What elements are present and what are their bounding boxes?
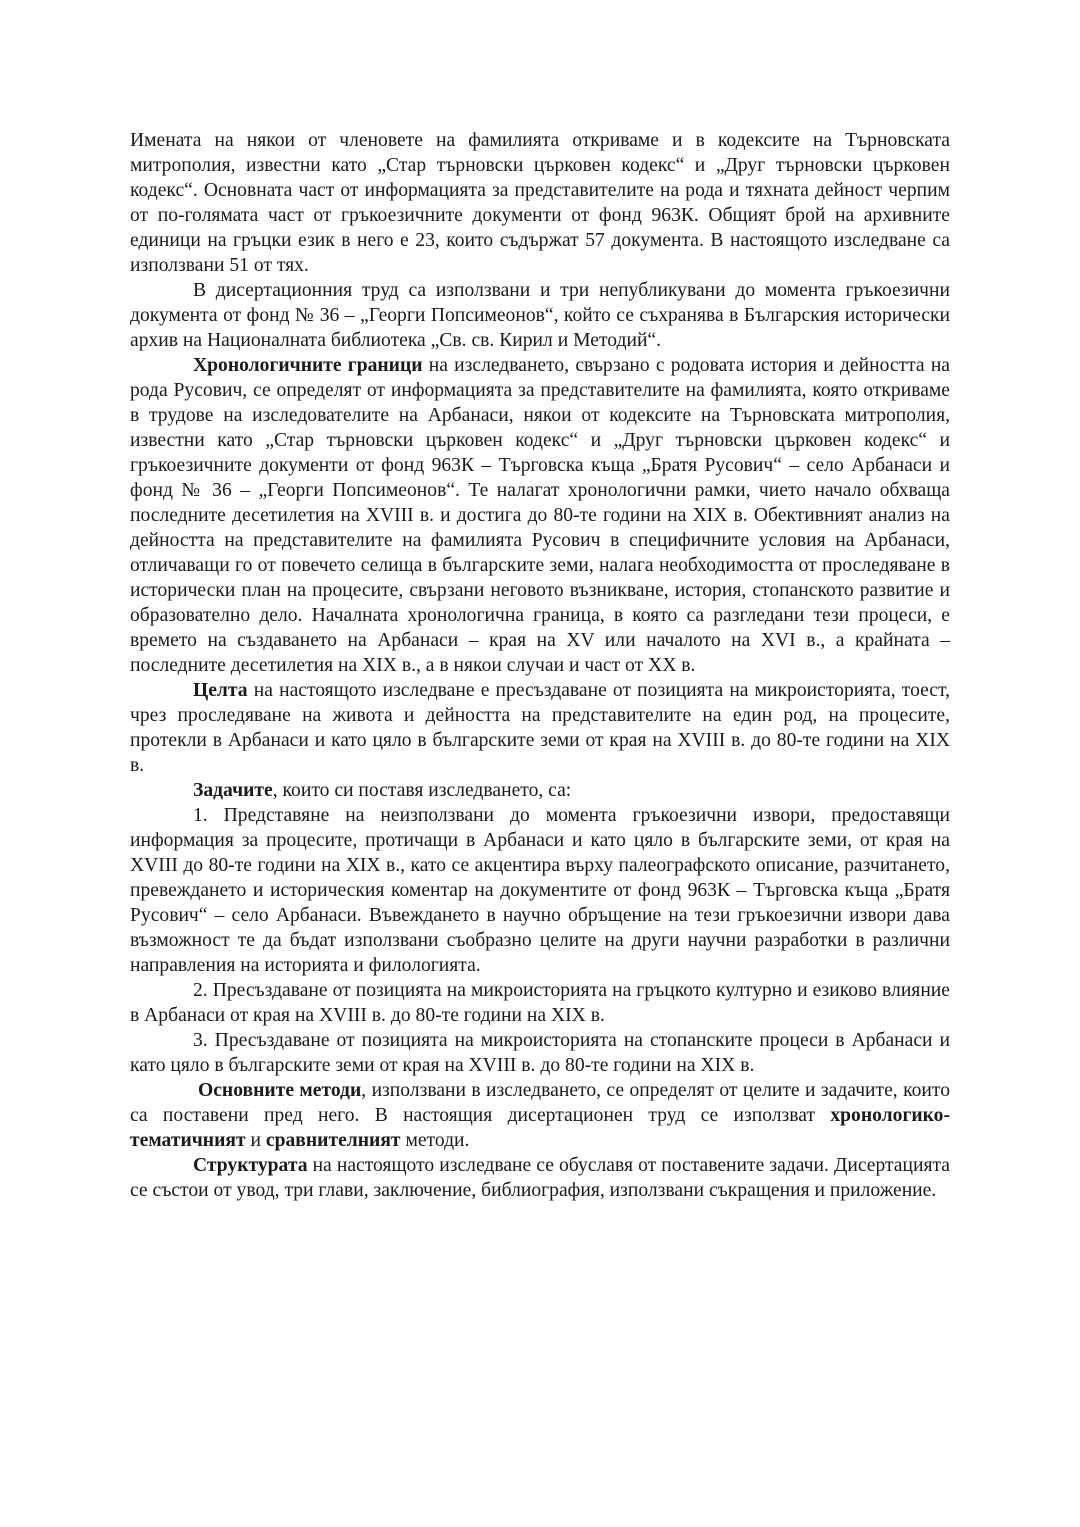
paragraph-sources-codices: Имената на някои от членовете на фамилията откриваме и в кодексите на Търновската митрополия, известни като „Стар търновски църковен кодекс“ и „Друг търновски църковен кодекс“. Основната част от информацията за представителите на рода и тяхната дейност черпим от по-голямата част от гръкоезичните документи от фонд 963К. Общият брой на архивните единици на гръцки език в него е 23, които съдържат 57 документа. В настоящото изследване са използвани 51 от тях. <box>130 130 950 276</box>
paragraph-structure-text: на настоящото изследване се обуславя от поставените задачи. Дисертацията се състои от увод, три глави, заключение, библиография, използвани съкращения и приложение. <box>130 1155 950 1201</box>
paragraph-tasks-intro-text: , които си поставя изследването, са: <box>272 780 572 801</box>
paragraph-structure <box>130 1153 950 1203</box>
paragraph-goal <box>130 678 950 778</box>
term-main-methods: Основните методи <box>198 1080 362 1101</box>
term-structure: Структурата <box>193 1155 308 1176</box>
paragraph-methods-end: методи. <box>400 1130 470 1151</box>
paragraph-methods <box>130 1078 950 1153</box>
term-goal: Целта <box>193 680 248 701</box>
term-chronological-thematic: хронологико-тематичният <box>130 1105 950 1151</box>
task-item-2: 2. Пресъздаване от позицията на микроисторията на гръцкото културно и езиково влияние в Арбанаси от края на XVIII в. до 80-те години на XIX в. <box>130 980 950 1026</box>
conjunction: и <box>245 1130 266 1151</box>
document-page <box>130 128 950 1203</box>
task-item-1: 1. Представяне на неизползвани до момента гръкоезични извори, предоставящи информация за процесите, протичащи в Арбанаси и като цяло в българските земи, от края на XVIII до 80-те години на XIX в., като се акцентира върху палеографското описание, разчитането, превеждането и историческия коментар на документите от фонд 963К – Търговска къща „Братя Русович“ – село Арбанаси. Въвеждането в научно обръщение на тези гръкоезични извори дава възможност те да бъдат използвани съобразно целите на други научни разработки в различни направления на историята и филологията. <box>130 805 950 976</box>
paragraph-chronological-limits <box>130 353 950 678</box>
term-comparative: сравнителният <box>265 1130 401 1151</box>
paragraph-tasks-intro <box>130 778 950 803</box>
paragraph-unpublished-documents: В дисертационния труд са използвани и три непубликувани до момента гръкоезични документа от фонд № 36 – „Георги Попсимеонов“, който се съхранява в Българския исторически архив на Националната библиотека „Св. св. Кирил и Методий“. <box>130 280 950 351</box>
paragraph-goal-text: на настоящото изследване е пресъздаване от позицията на микроисторията, тоест, чрез проследяване на живота и дейността на представителите на един род, на процесите, протекли в Арбанаси и като цяло в българските земи от края на XVIII в. до 80-те години на XIX в. <box>130 680 950 776</box>
task-item-3: 3. Пресъздаване от позицията на микроисторията на стопанските процеси в Арбанаси и като цяло в българските земи от края на XVIII в. до 80-те години на XIX в. <box>130 1030 950 1076</box>
paragraph-methods-text: , използвани в изследването, се определят от целите и задачите, които са поставени пред него. В настоящия дисертационен труд се използват <box>130 1080 950 1126</box>
paragraph-chronological-limits-text: на изследването, свързано с родовата история и дейността на рода Русович, се определят от информацията за представителите на фамилията, която откриваме в трудове на изследователите на Арбанаси, някои от кодексите на Търновската митрополия, известни като „Стар търновски църковен кодекс“ и „Друг търновски църковен кодекс“ и гръкоезичните документи от фонд 963К – Търговска къща „Братя Русович“ – село Арбанаси и фонд № 36 – „Георги Попсимеонов“. Те налагат хронологични рамки, чието начало обхваща последните десетилетия на XVIII в. и достига до 80-те години на XIX в. Обективният анализ на дейността на представителите на фамилията Русович в специфичните условия на Арбанаси, отличаващи го от повечето селища в българските земи, налага необходимостта от проследяване в исторически план на процесите, свързани неговото възникване, история, стопанското развитие и образователно дело. Началната хронологична граница, в която са разгледани тези процеси, е времето на създаването на Арбанаси – края на XV или началото на XVI в., а крайната – последните десетилетия на XIX в., а в някои случаи и част от XX в. <box>130 355 950 676</box>
term-tasks: Задачите <box>193 780 273 801</box>
term-chronological-limits: Хронологичните граници <box>193 355 423 376</box>
